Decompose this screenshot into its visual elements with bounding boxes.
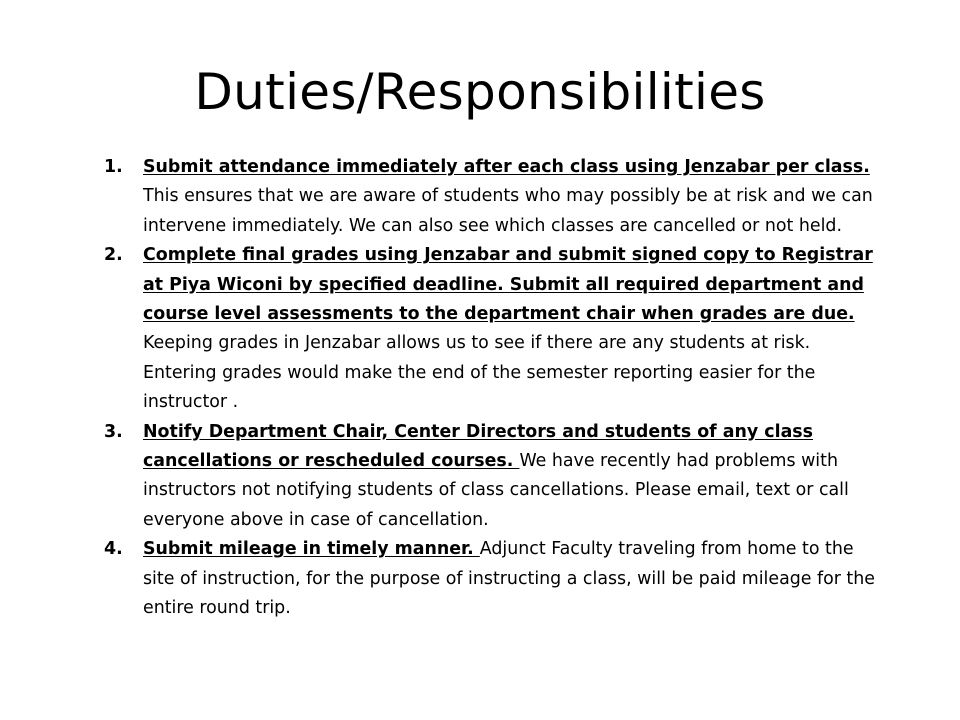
slide-title: Duties/Responsibilities [194, 63, 766, 121]
duty-body: We have recently had problems with instructors not notifying students of class cancellations. Please email, text or call everyone above in case of cancellation. [143, 451, 849, 530]
duty-number: 2. [104, 245, 123, 266]
duty-item-3 [104, 418, 884, 536]
duty-heading: Submit attendance immediately after each class using Jenzabar per class. [143, 157, 870, 177]
duty-heading: Notify Department Chair, Center Directors and students of any class cancellations or rescheduled courses. [143, 421, 814, 472]
duties-list [104, 153, 884, 624]
duty-item-4 [104, 535, 884, 623]
duty-body: This ensures that we are aware of students who may possibly be at risk and we can intervene immediately. We can also see which classes are cancelled or not held. [143, 186, 873, 236]
duty-body: Keeping grades in Jenzabar allows us to see if there are any students at risk. Entering grades would make the end of the semester reporting easier for the instructor . [143, 333, 816, 413]
duty-number: 4. [104, 539, 123, 560]
duty-item-2 [104, 241, 884, 417]
duty-item-1 [104, 153, 884, 241]
duty-heading: Complete final grades using Jenzabar and submit signed copy to Registrar at Piya Wiconi by specified deadline. Submit all required department and course level assessments to the department chair when grades are due. [143, 245, 873, 325]
duty-body: Adjunct Faculty traveling from home to the site of instruction, for the purpose of instructing a class, will be paid mileage for the entire round trip. [143, 539, 875, 619]
duty-number: 1. [104, 157, 123, 177]
duty-heading: Submit mileage in timely manner. [143, 539, 480, 560]
duty-number: 3. [104, 421, 123, 442]
